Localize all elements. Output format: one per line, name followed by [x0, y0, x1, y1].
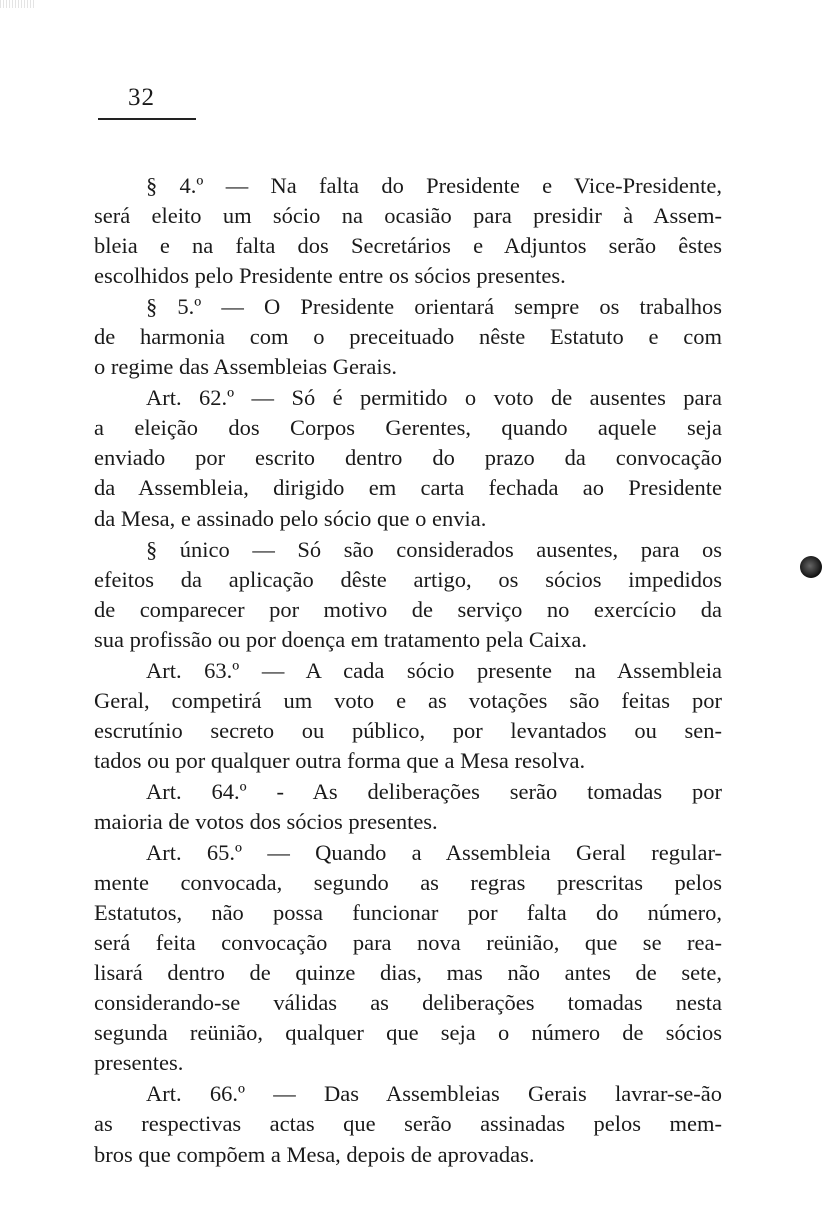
text-line: Estatutos, não possa funcionar por falta do número,	[94, 900, 722, 926]
text-line: presentes.	[94, 1050, 184, 1076]
text-line: de comparecer por motivo de serviço no exercício da	[94, 596, 722, 622]
text-line: as respectivas actas que serão assinadas pelos mem-	[94, 1111, 722, 1137]
paragraph	[94, 292, 722, 382]
paragraph	[94, 777, 722, 837]
text-line: escrutínio secreto ou público, por levantados ou sen-	[94, 717, 722, 743]
text-line: da Mesa, e assinado pelo sócio que o envia.	[94, 505, 487, 531]
text-line: segunda reünião, qualquer que seja o número de sócios	[94, 1020, 722, 1046]
text-line: § 5.º — O Presidente orientará sempre os trabalhos	[146, 294, 722, 320]
text-line: enviado por escrito dentro do prazo da convocação	[94, 445, 722, 471]
document-body	[94, 171, 722, 1171]
text-line: § único — Só são considerados ausentes, para os	[146, 536, 722, 562]
text-line: Art. 65.º — Quando a Assembleia Geral regular-	[146, 840, 722, 866]
page-number-rule	[98, 118, 196, 120]
paragraph	[94, 1079, 722, 1169]
ink-blot-mark	[800, 556, 822, 578]
text-line: Art. 66.º — Das Assembleias Gerais lavrar-se-ão	[146, 1081, 722, 1107]
scan-speck	[0, 0, 34, 8]
text-line: maioria de votos dos sócios presentes.	[94, 808, 438, 834]
paragraph	[94, 535, 722, 655]
text-line: será eleito um sócio na ocasião para presidir à Assem-	[94, 203, 722, 229]
text-line: Art. 62.º — Só é permitido o voto de ausentes para	[146, 385, 722, 411]
text-line: efeitos da aplicação dêste artigo, os sócios impedidos	[94, 566, 722, 592]
paragraph	[94, 171, 722, 291]
text-line: considerando-se válidas as deliberações tomadas nesta	[94, 990, 722, 1016]
text-line: bleia e na falta dos Secretários e Adjuntos serão êstes	[94, 233, 722, 259]
text-line: será feita convocação para nova reünião, que se rea-	[94, 930, 722, 956]
text-line: bros que compõem a Mesa, depois de aprovadas.	[94, 1141, 535, 1167]
text-line: o regime das Assembleias Gerais.	[94, 354, 398, 380]
text-line: escolhidos pelo Presidente entre os sócios presentes.	[94, 263, 566, 289]
text-line: lisará dentro de quinze dias, mas não antes de sete,	[94, 960, 722, 986]
page-number: 32	[128, 84, 155, 111]
text-line: de harmonia com o preceituado nêste Estatuto e com	[94, 324, 722, 350]
text-line: Art. 64.º - As deliberações serão tomadas por	[146, 778, 722, 804]
text-line: a eleição dos Corpos Gerentes, quando aquele seja	[94, 415, 722, 441]
text-line: Art. 63.º — A cada sócio presente na Assembleia	[146, 657, 722, 683]
text-line: tados ou por qualquer outra forma que a Mesa resolva.	[94, 747, 586, 773]
paragraph	[94, 838, 722, 1078]
text-line: mente convocada, segundo as regras prescritas pelos	[94, 870, 722, 896]
paragraph	[94, 383, 722, 533]
text-line: § 4.º — Na falta do Presidente e Vice-Presidente,	[146, 173, 722, 198]
text-line: sua profissão ou por doença em tratamento pela Caixa.	[94, 626, 587, 652]
paragraph	[94, 656, 722, 776]
text-line: da Assembleia, dirigido em carta fechada ao Presidente	[94, 475, 722, 501]
text-line: Geral, competirá um voto e as votações são feitas por	[94, 687, 722, 713]
